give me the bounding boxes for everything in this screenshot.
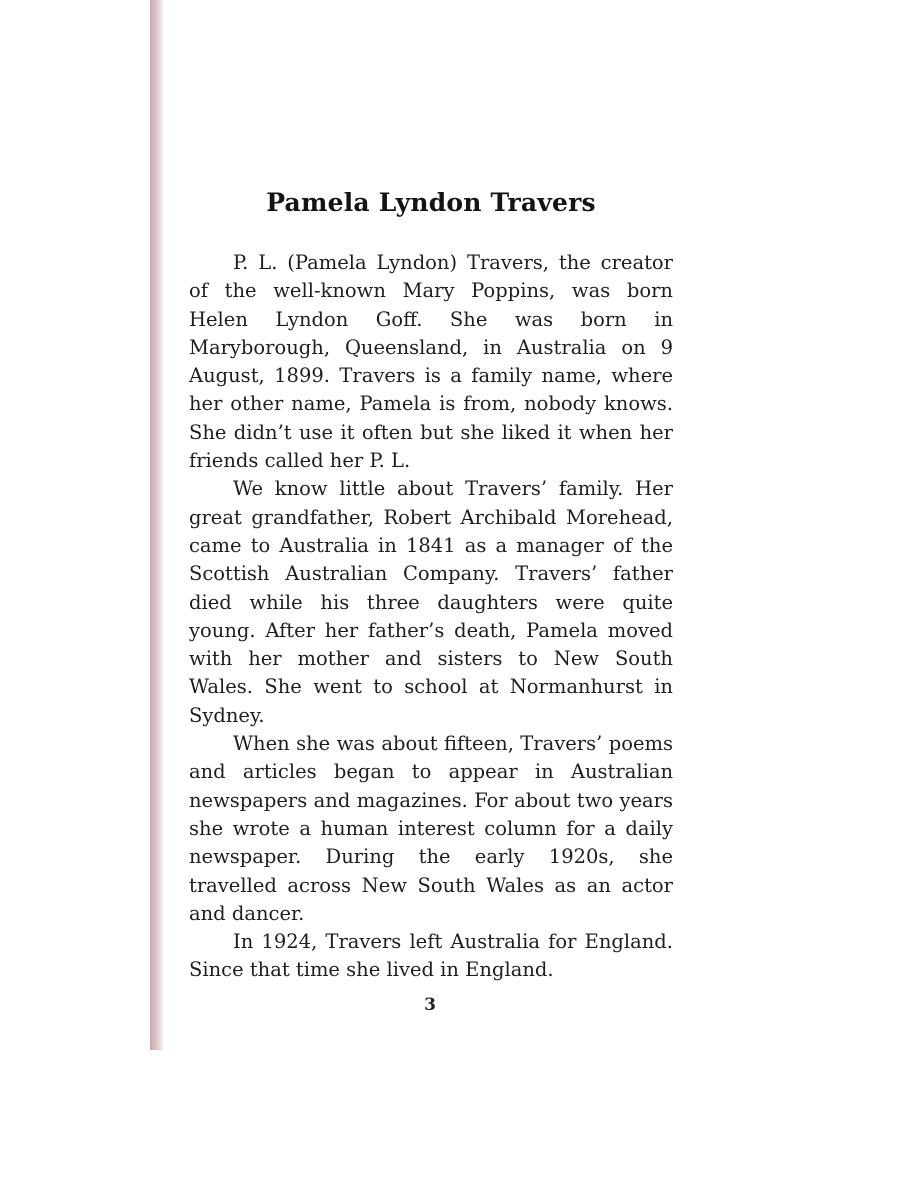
page-number: 3 [424,995,436,1015]
paragraph-birth: P. L. (Pamela Lyndon) Travers, the creator of the well-known Mary Poppins, was born Helen Lyndon Goff. She was born in Maryborough, Queensland, in Australia on 9 August, 1899. Travers is a family name, where her other name, Pamela is from, nobody knows. She didn’t use it often but she liked it when her friends called her P. L. [189,251,673,473]
chapter-title: Pamela Lyndon Travers [266,188,596,217]
page-text-block [189,185,673,985]
paragraph-early-career: When she was about fifteen, Travers’ poems and articles began to appear in Australian newspapers and magazines. For about two years she wrote a human interest column for a daily newspaper. During the early 1920s, she travelled across New South Wales as an actor and dancer. [189,732,673,925]
paragraph-family: We know little about Travers’ family. Her great grandfather, Robert Archibald Morehead, came to Australia in 1841 as a manager of the Scottish Australian Company. Travers’ father died while his three daughters were quite young. After her father’s death, Pamela moved with her mother and sisters to New South Wales. She went to school at Normanhurst in Sydney. [189,477,673,727]
page-binding-edge [150,0,164,1050]
paragraph-england: In 1924, Travers left Australia for England. Since that time she lived in England. [189,930,673,982]
